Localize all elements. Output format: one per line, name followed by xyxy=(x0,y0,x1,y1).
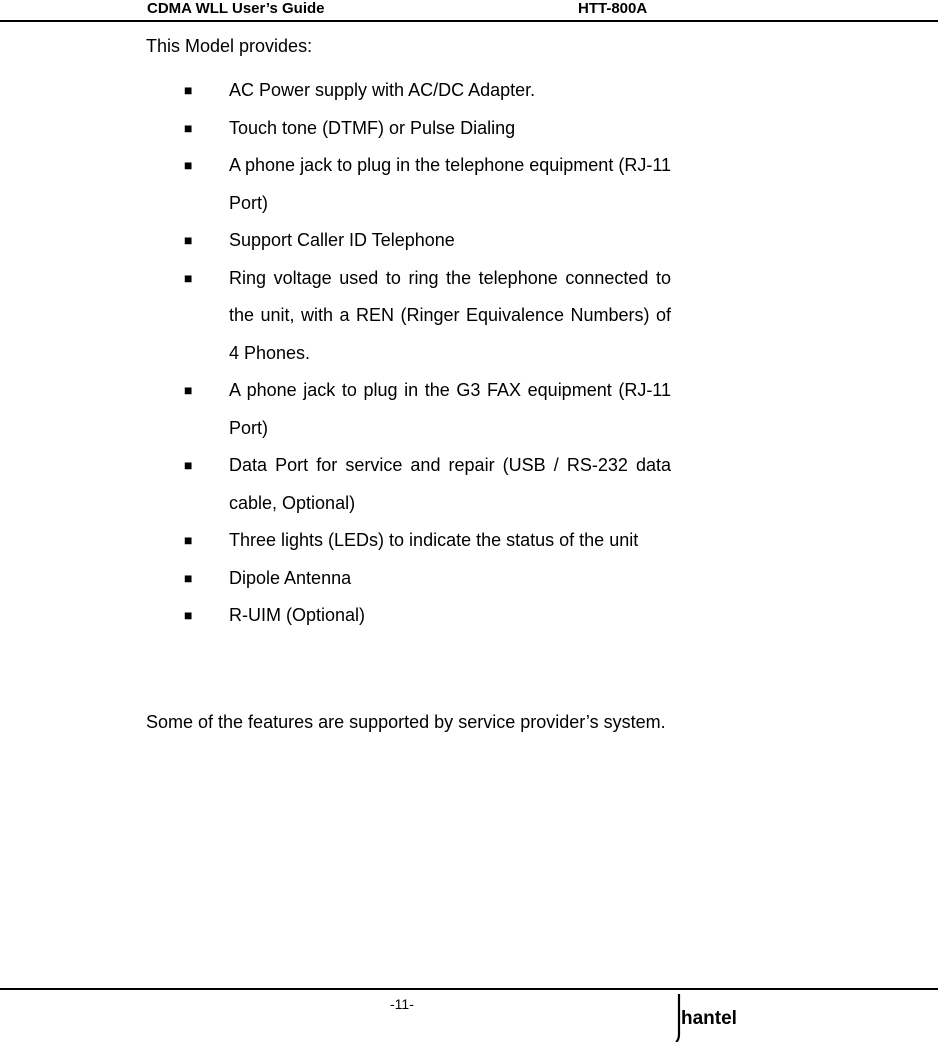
logo-text: hantel xyxy=(681,1008,737,1029)
feature-item xyxy=(146,560,671,598)
feature-text: Data Port for service and repair (USB / RS-232 data cable, Optional) xyxy=(229,455,671,513)
document-title: CDMA WLL User’s Guide xyxy=(147,0,325,17)
model-number: HTT-800A xyxy=(578,0,648,17)
intro-text: This Model provides: xyxy=(146,36,313,56)
bullet-icon: ■ xyxy=(184,607,193,623)
page-header xyxy=(0,0,938,22)
feature-text: Three lights (LEDs) to indicate the status of the unit xyxy=(229,530,639,550)
features-list xyxy=(146,72,671,635)
bullet-icon: ■ xyxy=(184,569,193,586)
feature-item xyxy=(146,522,671,560)
footer-rule xyxy=(0,988,938,990)
feature-text: Ring voltage used to ring the telephone connected to the unit, with a REN (Ringer Equivalence Numbers) of 4 Phones. xyxy=(229,267,671,363)
feature-item xyxy=(146,447,671,522)
bullet-icon: ■ xyxy=(184,269,193,286)
feature-item xyxy=(146,260,671,373)
page-number: -11- xyxy=(390,996,414,1012)
bullet-icon: ■ xyxy=(184,457,193,473)
feature-text: A phone jack to plug in the G3 FAX equipment (RJ-11 Port) xyxy=(229,380,671,438)
feature-text: AC Power supply with AC/DC Adapter. xyxy=(229,80,536,100)
feature-item xyxy=(146,597,671,635)
feature-text: A phone jack to plug in the telephone equipment (RJ-11 Port) xyxy=(229,155,671,213)
feature-text: Support Caller ID Telephone xyxy=(229,230,455,250)
feature-item xyxy=(146,110,671,148)
bullet-icon: ■ xyxy=(184,382,193,398)
feature-item xyxy=(146,222,671,260)
hantel-logo xyxy=(672,992,744,1042)
bullet-icon: ■ xyxy=(184,119,193,136)
bullet-icon: ■ xyxy=(184,82,193,98)
feature-item xyxy=(146,72,671,110)
outro-text: Some of the features are supported by service provider’s system. xyxy=(146,712,666,732)
feature-item xyxy=(146,147,671,222)
feature-text: R-UIM (Optional) xyxy=(229,605,366,625)
bullet-icon: ■ xyxy=(184,157,193,173)
feature-text: Touch tone (DTMF) or Pulse Dialing xyxy=(229,117,516,138)
bullet-icon: ■ xyxy=(184,232,193,248)
bullet-icon: ■ xyxy=(184,532,193,548)
feature-item xyxy=(146,372,671,447)
feature-text: Dipole Antenna xyxy=(229,567,352,588)
